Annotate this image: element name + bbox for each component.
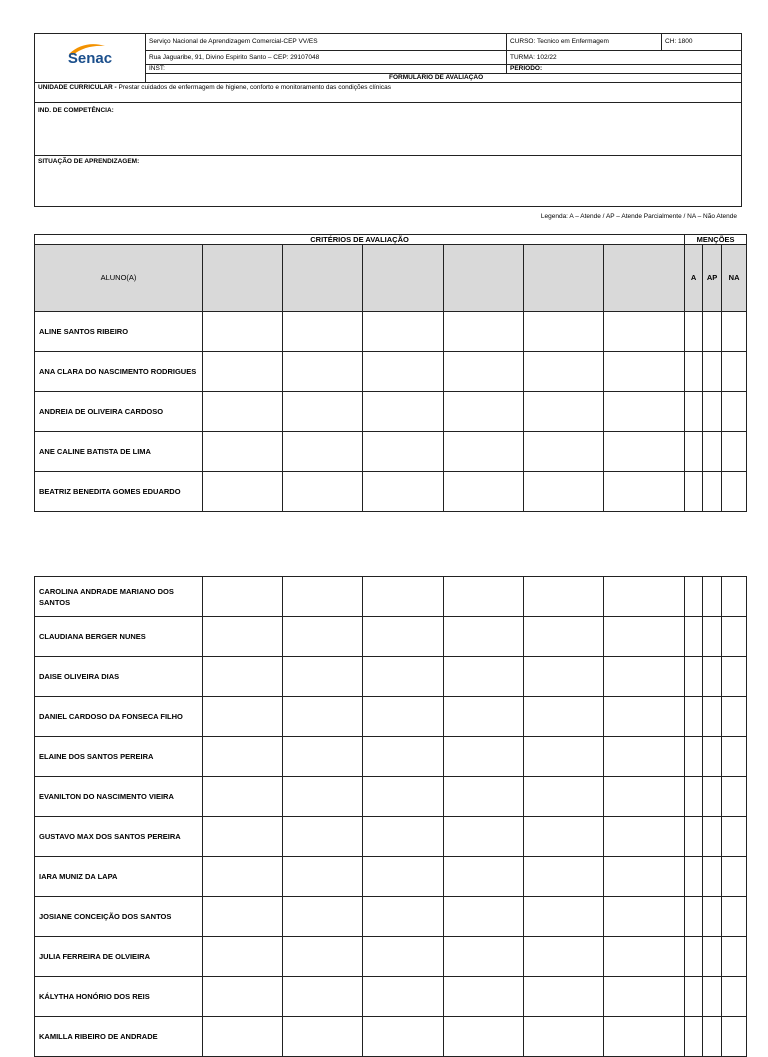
student-name: CLAUDIANA BERGER NUNES [35,617,203,657]
criteria-header: CRITÉRIOS DE AVALIAÇÃO [35,235,685,245]
criteria-grade-cell[interactable] [604,392,685,432]
criteria-grade-cell[interactable] [524,352,604,392]
criteria-grade-cell[interactable] [363,472,444,512]
student-rows-page1 [35,312,747,512]
student-rows-page2 [35,577,747,1057]
mention-a-cell[interactable] [685,697,703,737]
institution-name: Serviço Nacional de Aprendizagem Comercial-CEP VV/ES [146,34,507,51]
student-row [35,472,747,512]
criteria-grade-cell[interactable] [524,1017,604,1057]
mention-ap-cell[interactable] [703,817,722,857]
grade-table-page1 [34,234,747,512]
criteria-grade-cell[interactable] [524,617,604,657]
criteria-grade-cell[interactable] [363,432,444,472]
criteria-grade-cell[interactable] [524,897,604,937]
criteria-grade-cell[interactable] [283,312,363,352]
criteria-grade-cell[interactable] [283,777,363,817]
mention-na-cell[interactable] [722,472,747,512]
criteria-grade-cell[interactable] [283,897,363,937]
criteria-grade-cell[interactable] [363,392,444,432]
student-row [35,432,747,472]
student-row [35,1017,747,1057]
mention-na-cell[interactable] [722,312,747,352]
student-row [35,577,747,617]
criteria-grade-cell[interactable] [203,577,283,617]
criteria-grade-cell[interactable] [444,817,524,857]
criteria-grade-cell[interactable] [604,312,685,352]
grade-table-page2 [34,576,747,1057]
mention-ap-cell[interactable] [703,312,722,352]
address: Rua Jaguaribe, 91, Divino Espirito Santo – CEP: 29107048 [146,51,507,65]
criteria-grade-cell[interactable] [363,777,444,817]
criteria-grade-cell[interactable] [363,857,444,897]
student-row [35,352,747,392]
student-name: ANE CALINE BATISTA DE LIMA [35,432,203,472]
mention-a-cell[interactable] [685,977,703,1017]
criteria-grade-cell[interactable] [604,1017,685,1057]
senac-logo [35,40,145,76]
criteria-grade-cell[interactable] [363,817,444,857]
mention-na-cell[interactable] [722,1017,747,1057]
criteria-grade-cell[interactable] [524,432,604,472]
criteria-grade-cell[interactable] [524,577,604,617]
criteria-grade-cell[interactable] [604,857,685,897]
student-header: ALUNO(A) [35,245,203,312]
criteria-grade-cell[interactable] [363,937,444,977]
competencia-field[interactable]: IND. DE COMPETÊNCIA: [35,103,742,156]
criteria-grade-cell[interactable] [524,697,604,737]
mention-a-cell[interactable] [685,577,703,617]
criteria-grade-cell[interactable] [203,392,283,432]
student-row [35,617,747,657]
criteria-grade-cell[interactable] [203,977,283,1017]
criteria-grade-cell[interactable] [203,937,283,977]
mention-na-cell[interactable] [722,737,747,777]
student-name: GUSTAVO MAX DOS SANTOS PEREIRA [35,817,203,857]
criteria-grade-cell[interactable] [604,777,685,817]
mention-ap-header: AP [703,245,722,312]
periodo-field: PERIODO: [507,65,742,74]
mention-ap-cell[interactable] [703,697,722,737]
criteria-grade-cell[interactable] [203,657,283,697]
mention-a-cell[interactable] [685,312,703,352]
mention-na-cell[interactable] [722,697,747,737]
mention-a-cell[interactable] [685,817,703,857]
student-name: ALINE SANTOS RIBEIRO [35,312,203,352]
mention-a-cell[interactable] [685,737,703,777]
criteria-grade-cell[interactable] [524,777,604,817]
criteria-grade-cell[interactable] [604,977,685,1017]
student-row [35,392,747,432]
criteria-grade-cell[interactable] [524,817,604,857]
criteria-grade-cell[interactable] [283,472,363,512]
mention-na-cell[interactable] [722,577,747,617]
criteria-grade-cell[interactable] [604,897,685,937]
criteria-cell[interactable] [203,245,283,312]
criteria-grade-cell[interactable] [283,352,363,392]
criteria-grade-cell[interactable] [283,857,363,897]
criteria-grade-cell[interactable] [283,657,363,697]
mention-na-cell[interactable] [722,657,747,697]
student-name: JULIA FERREIRA DE OLVIEIRA [35,937,203,977]
criteria-cell[interactable] [604,245,685,312]
legend-text: Legenda: A – Atende / AP – Atende Parcialmente / NA – Não Atende [540,213,737,220]
criteria-grade-cell[interactable] [363,312,444,352]
criteria-grade-cell[interactable] [604,432,685,472]
criteria-grade-cell[interactable] [444,352,524,392]
criteria-grade-cell[interactable] [604,697,685,737]
mention-na-cell[interactable] [722,817,747,857]
criteria-grade-cell[interactable] [444,857,524,897]
mention-na-cell[interactable] [722,857,747,897]
mention-a-cell[interactable] [685,777,703,817]
mention-a-cell[interactable] [685,1017,703,1057]
inst-field: INST: [146,65,507,74]
criteria-grade-cell[interactable] [524,977,604,1017]
criteria-grade-cell[interactable] [363,1017,444,1057]
criteria-grade-cell[interactable] [363,657,444,697]
criteria-grade-cell[interactable] [524,472,604,512]
criteria-grade-cell[interactable] [203,777,283,817]
criteria-cell[interactable] [444,245,524,312]
criteria-grade-cell[interactable] [283,737,363,777]
criteria-grade-cell[interactable] [604,737,685,777]
ch-field: CH: 1800 [662,34,742,51]
criteria-grade-cell[interactable] [283,617,363,657]
mention-a-cell[interactable] [685,937,703,977]
mention-ap-cell[interactable] [703,777,722,817]
criteria-grade-cell[interactable] [604,352,685,392]
mention-a-cell[interactable] [685,617,703,657]
unidade-value: Prestar cuidados de enfermagem de higiene, conforto e monitoramento das condições clínicas [116,84,391,91]
student-row [35,817,747,857]
student-row [35,977,747,1017]
mention-ap-cell[interactable] [703,472,722,512]
criteria-grade-cell[interactable] [363,577,444,617]
criteria-grade-cell[interactable] [203,312,283,352]
logo-cell [35,34,146,83]
student-name: DANIEL CARDOSO DA FONSECA FILHO [35,697,203,737]
mention-a-cell[interactable] [685,657,703,697]
criteria-cell[interactable] [524,245,604,312]
student-row [35,897,747,937]
mention-na-header: NA [722,245,747,312]
criteria-grade-cell[interactable] [283,937,363,977]
criteria-grade-cell[interactable] [203,857,283,897]
criteria-grade-cell[interactable] [203,1017,283,1057]
situacao-field[interactable]: SITUAÇÃO DE APRENDIZAGEM: [35,156,742,207]
criteria-grade-cell[interactable] [524,737,604,777]
criteria-grade-cell[interactable] [444,472,524,512]
criteria-grade-cell[interactable] [524,312,604,352]
student-name: EVANILTON DO NASCIMENTO VIEIRA [35,777,203,817]
student-name: CAROLINA ANDRADE MARIANO DOS SANTOS [35,577,203,617]
student-name: KÁLYTHA HONÓRIO DOS REIS [35,977,203,1017]
criteria-grade-cell[interactable] [444,777,524,817]
criteria-grade-cell[interactable] [604,617,685,657]
student-name: ANA CLARA DO NASCIMENTO RODRIGUES [35,352,203,392]
mention-a-cell[interactable] [685,432,703,472]
mention-na-cell[interactable] [722,777,747,817]
criteria-grade-cell[interactable] [363,697,444,737]
criteria-grade-cell[interactable] [444,392,524,432]
mention-ap-cell[interactable] [703,937,722,977]
criteria-grade-cell[interactable] [203,737,283,777]
criteria-grade-cell[interactable] [283,817,363,857]
criteria-grade-cell[interactable] [444,1017,524,1057]
mention-a-cell[interactable] [685,857,703,897]
criteria-grade-cell[interactable] [363,977,444,1017]
mention-na-cell[interactable] [722,432,747,472]
criteria-grade-cell[interactable] [203,352,283,392]
mention-ap-cell[interactable] [703,857,722,897]
criteria-grade-cell[interactable] [203,817,283,857]
student-name: KAMILLA RIBEIRO DE ANDRADE [35,1017,203,1057]
criteria-grade-cell[interactable] [363,352,444,392]
criteria-cell[interactable] [283,245,363,312]
mention-na-cell[interactable] [722,617,747,657]
student-row [35,657,747,697]
student-name: ANDREIA DE OLIVEIRA CARDOSO [35,392,203,432]
criteria-grade-cell[interactable] [524,937,604,977]
criteria-grade-cell[interactable] [604,472,685,512]
mention-ap-cell[interactable] [703,737,722,777]
student-name: ELAINE DOS SANTOS PEREIRA [35,737,203,777]
criteria-cell[interactable] [363,245,444,312]
mention-na-cell[interactable] [722,352,747,392]
mention-a-cell[interactable] [685,472,703,512]
mention-ap-cell[interactable] [703,392,722,432]
criteria-grade-cell[interactable] [604,657,685,697]
logo-text: Senac [67,50,113,67]
header-table [34,33,742,207]
criteria-grade-cell[interactable] [203,897,283,937]
criteria-grade-cell[interactable] [283,577,363,617]
mention-na-cell[interactable] [722,977,747,1017]
criteria-grade-cell[interactable] [524,392,604,432]
turma-field: TURMA: 102/22 [507,51,742,65]
mention-a-cell[interactable] [685,897,703,937]
criteria-grade-cell[interactable] [444,312,524,352]
mention-ap-cell[interactable] [703,1017,722,1057]
criteria-grade-cell[interactable] [444,897,524,937]
criteria-grade-cell[interactable] [363,737,444,777]
criteria-grade-cell[interactable] [524,857,604,897]
criteria-grade-cell[interactable] [604,577,685,617]
mention-ap-cell[interactable] [703,977,722,1017]
student-name: DAISE OLIVEIRA DIAS [35,657,203,697]
student-row [35,777,747,817]
student-name: IARA MUNIZ DA LAPA [35,857,203,897]
mention-ap-cell[interactable] [703,432,722,472]
criteria-grade-cell[interactable] [444,737,524,777]
criteria-grade-cell[interactable] [283,697,363,737]
mention-a-cell[interactable] [685,392,703,432]
criteria-grade-cell[interactable] [604,937,685,977]
mention-na-cell[interactable] [722,392,747,432]
criteria-grade-cell[interactable] [283,432,363,472]
criteria-grade-cell[interactable] [524,657,604,697]
criteria-grade-cell[interactable] [444,937,524,977]
criteria-grade-cell[interactable] [444,432,524,472]
curso-field: CURSO: Tecnico em Enfermagem [507,34,662,51]
criteria-grade-cell[interactable] [444,657,524,697]
student-name: BEATRIZ BENEDITA GOMES EDUARDO [35,472,203,512]
criteria-grade-cell[interactable] [203,697,283,737]
student-row [35,737,747,777]
criteria-grade-cell[interactable] [283,392,363,432]
mention-ap-cell[interactable] [703,657,722,697]
mention-ap-cell[interactable] [703,577,722,617]
criteria-grade-cell[interactable] [444,577,524,617]
criteria-grade-cell[interactable] [444,617,524,657]
criteria-grade-cell[interactable] [604,817,685,857]
unidade-curricular-row [35,83,742,103]
criteria-grade-cell[interactable] [283,977,363,1017]
mentions-header: MENÇÕES [685,235,747,245]
form-title: FORMULÁRIO DE AVALIAÇÃO [146,74,742,83]
mention-ap-cell[interactable] [703,897,722,937]
mention-ap-cell[interactable] [703,352,722,392]
mention-ap-cell[interactable] [703,617,722,657]
mention-a-cell[interactable] [685,352,703,392]
student-row [35,857,747,897]
criteria-grade-cell[interactable] [444,697,524,737]
mention-na-cell[interactable] [722,937,747,977]
criteria-grade-cell[interactable] [283,1017,363,1057]
mention-a-header: A [685,245,703,312]
student-row [35,937,747,977]
unidade-label: UNIDADE CURRICULAR - [38,84,117,91]
criteria-grade-cell[interactable] [203,472,283,512]
criteria-grade-cell[interactable] [444,977,524,1017]
student-row [35,697,747,737]
mention-na-cell[interactable] [722,897,747,937]
criteria-grade-cell[interactable] [363,617,444,657]
student-row [35,312,747,352]
criteria-grade-cell[interactable] [203,432,283,472]
criteria-grade-cell[interactable] [363,897,444,937]
student-name: JOSIANE CONCEIÇÃO DOS SANTOS [35,897,203,937]
criteria-grade-cell[interactable] [203,617,283,657]
